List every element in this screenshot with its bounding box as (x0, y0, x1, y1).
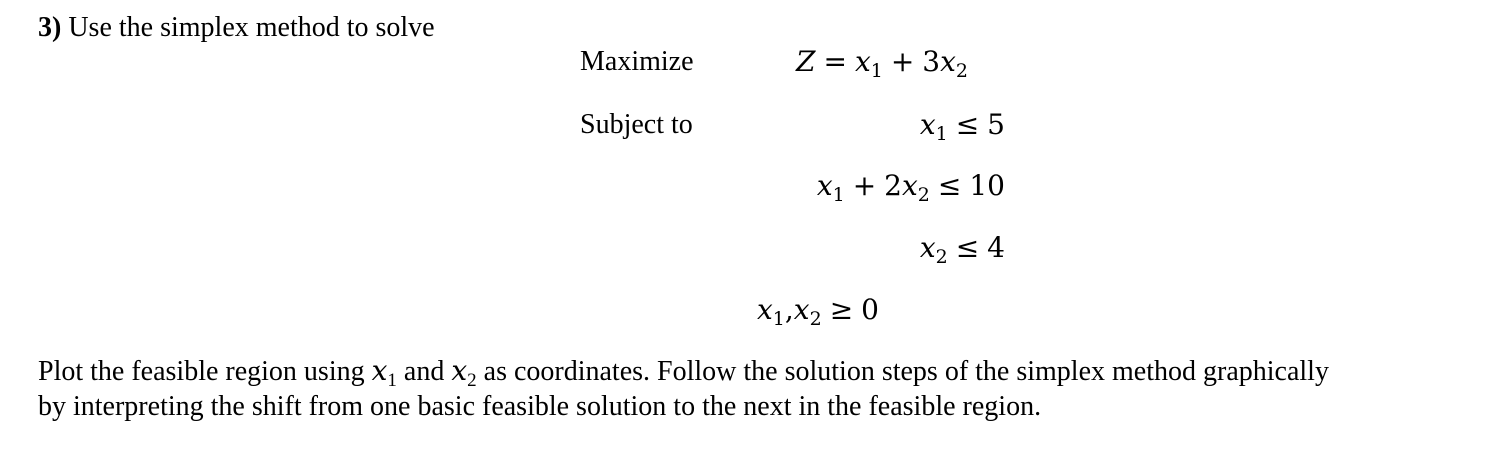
constraint-1-rel: ≤ (955, 108, 980, 141)
constraint-2-rhs: 10 (969, 169, 1005, 202)
objective-plus: + (890, 45, 915, 78)
objective-equals: = (823, 45, 847, 78)
problem-number: 3) (38, 12, 62, 43)
constraint-1-rhs: 5 (987, 108, 1005, 141)
instruction-x1-sub: 1 (387, 370, 397, 391)
subject-to-label: Subject to (580, 109, 693, 140)
instruction-part-2: and (396, 356, 452, 387)
objective-x2-sub: 2 (955, 60, 969, 82)
constraint-2-x1: x (816, 169, 833, 202)
constraint-1-var: x (919, 108, 936, 141)
objective-function (796, 45, 969, 82)
instruction-part-3: as coordinates. Follow the solution steps of the simplex method graphically (476, 356, 1329, 387)
constraint-1-sub: 1 (935, 123, 948, 145)
constraint-2-x2: x (902, 169, 918, 202)
constraint-3-rhs: 4 (987, 231, 1005, 264)
nonnegativity-constraint (757, 293, 879, 330)
nonneg-x2-sub: 2 (809, 308, 822, 330)
instruction-part-1: Plot the feasible region using (38, 356, 372, 387)
constraint-2-x1-sub: 1 (832, 184, 845, 206)
objective-x1-sub: 1 (870, 60, 883, 82)
instruction-x2: x (451, 354, 468, 387)
constraint-3-sub: 2 (935, 246, 948, 268)
instruction-x1: x (371, 354, 388, 387)
nonneg-x2: x (793, 293, 810, 326)
objective-coef: 3 (922, 45, 941, 78)
nonneg-x1: x (757, 293, 773, 326)
problem-heading (38, 14, 435, 42)
nonneg-x1-sub: 1 (772, 308, 785, 330)
constraint-2-plus: + (852, 169, 877, 202)
objective-x1: x (854, 45, 871, 78)
constraint-1 (919, 108, 1005, 145)
constraint-2-x2-sub: 2 (917, 184, 930, 206)
instruction-line-2: by interpreting the shift from one basic feasible solution to the next in the feasible region. (38, 391, 1042, 422)
constraint-2-coef: 2 (884, 169, 902, 202)
constraint-3-var: x (919, 231, 936, 264)
constraint-2-rel: ≤ (937, 169, 962, 202)
constraint-2 (816, 169, 1005, 206)
objective-x2: x (940, 45, 956, 78)
constraint-3-rel: ≤ (955, 231, 980, 264)
maximize-label: Maximize (580, 46, 694, 77)
instruction-line-1 (38, 354, 1329, 391)
nonneg-comma: , (784, 293, 794, 326)
nonneg-rel: ≥ (829, 293, 854, 326)
instruction-x2-sub: 2 (467, 370, 477, 391)
problem-intro: Use the simplex method to solve (68, 12, 435, 43)
nonneg-rhs: 0 (861, 293, 879, 326)
constraint-3 (919, 231, 1005, 268)
objective-z: Z (796, 45, 816, 78)
